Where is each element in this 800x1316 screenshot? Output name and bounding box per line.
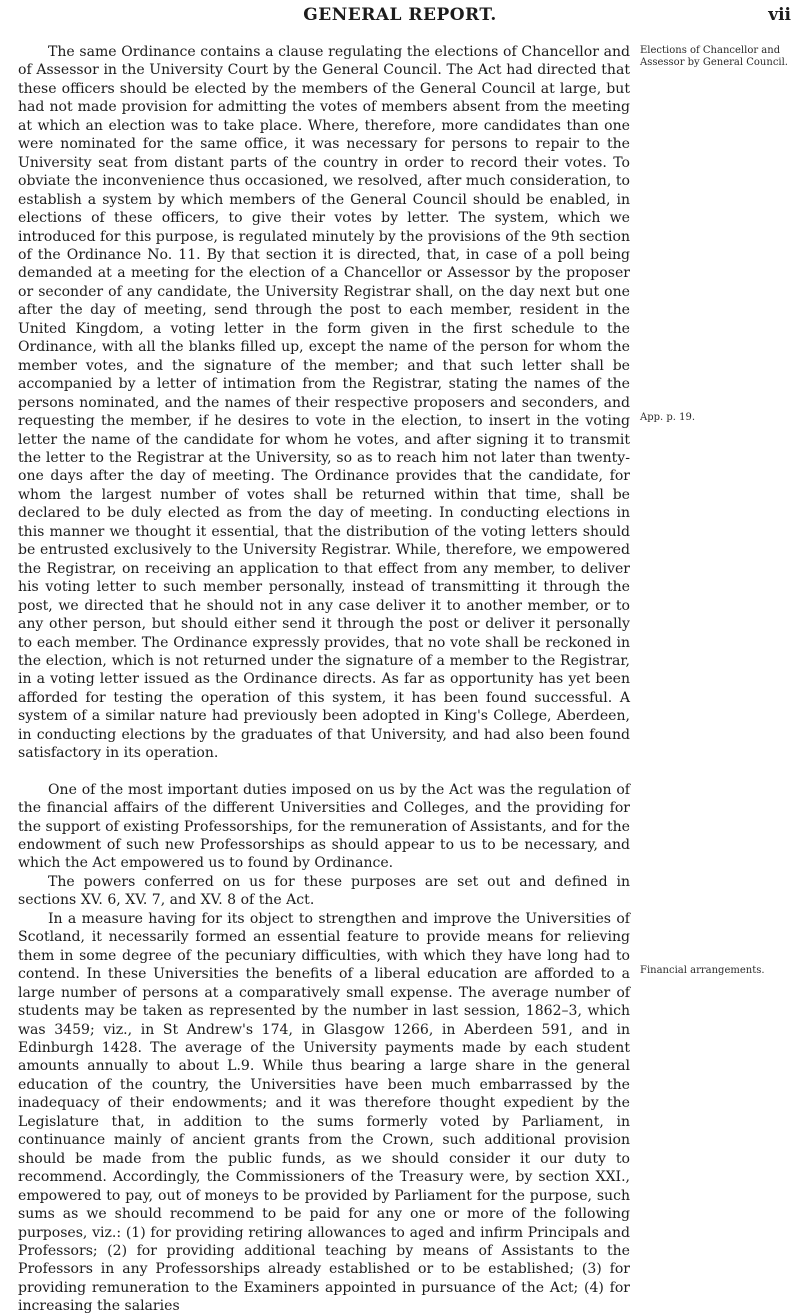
margin-note-financial: Financial arrangements. [640, 965, 765, 976]
margin-note-appendix-ref: App. p. 19. [640, 412, 696, 423]
margin-note-elections: Elections of Chancellor and Assessor by General Council. [640, 45, 788, 68]
page-title: GENERAL REPORT. [303, 5, 497, 25]
paragraph-voting-letters: The same Ordinance contains a clause regulating the elections of Chancellor and of Assessor in the University Court by the General Council. The Act had directed that these officers should be elected by the members of the General Council at large, but had not made provision for admitting the votes of members absent from the meeting at which an election was to take place. Where, therefore, more candidates than one were nominated for the same office, it was necessary for persons to repair to the University seat from distant parts of the country in order to record their votes. To obviate the inconvenience thus occasioned, we resolved, after much consideration, to establish a system by which members of the General Council should be enabled, in elections of these officers, to give their votes by letter. The system, which we introduced for this purpose, is regulated minutely by the provisions of the 9th section of the Ordinance No. 11. By that section it is directed, that, in case of a poll being demanded at a meeting for the election of a Chancellor or Assessor by the proposer or seconder of any candidate, the University Registrar shall, on the day next but one after the day of meeting, send through the post to each member, resident in the United Kingdom, a voting letter in the form given in the first schedule to the Ordinance, with all the blanks filled up, except the name of the person for whom the member votes, and the signature of the member; and that such letter shall be accompanied by a letter of intimation from the Registrar, stating the names of the persons nominated, and the names of their respective proposers and seconders, and requesting the member, if he desires to vote in the election, to insert in the voting letter the name of the candidate for whom he votes, and after signing it to transmit the letter to the Registrar at the University, so as to reach him not later than twenty-one days after the day of meeting. The Ordinance provides that the candidate, for whom the largest number of votes shall be returned within that time, shall be declared to be duly elected as from the day of meeting. In conducting elections in this manner we thought it essential, that the distribution of the voting letters should be entrusted exclusively to the University Registrar. While, therefore, we empowered the Registrar, on receiving an application to that effect from any member, to deliver his voting letter to such member personally, instead of transmitting it through the post, we directed that he should not in any case deliver it to another member, or to any other person, but should either send it through the post or deliver it personally to each member. The Ordinance expressly provides, that no vote shall be reckoned in the election, which is not returned under the signature of a member to the Registrar, in a voting letter issued as the Ordinance directs. As far as opportunity has yet been afforded for testing the operation of this system, it has been found successful. A system of a similar nature had previously been adopted in King's College, Aberdeen, in conducting elections by the graduates of that University, and had also been found satisfactory in its operation. [18, 44, 630, 762]
running-head [0, 5, 800, 35]
body-text [18, 43, 630, 1316]
page-number: vii [768, 5, 791, 25]
paragraph-university-funds: In a measure having for its object to strengthen and improve the Universities of Scotland, it necessarily formed an essential feature to provide means for relieving them in some degree of the pecuniary difficulties, with which they have long had to contend. In these Universities the benefits of a liberal education are afforded to a large number of persons at a comparatively small expense. The average number of students may be taken as represented by the number in last session, 1862–3, which was 3459; viz., in St Andrew's 174, in Glasgow 1266, in Aberdeen 591, and in Edinburgh 1428. The average of the University payments made by each student amounts annually to about L.9. While thus bearing a large share in the general education of the country, the Universities have been much embarrassed by the inadequacy of their endowments; and it was therefore thought expedient by the Legislature that, in addition to the sums formerly voted by Parliament, in continuance mainly of ancient grants from the Crown, such additional provision should be made from the public funds, as we should consider it our duty to recommend. Accordingly, the Commissioners of the Treasury were, by section XXI., empowered to pay, out of moneys to be provided by Parliament for the purpose, such sums as we should recommend to be paid for any one or more of the following purposes, viz.: (1) for providing retiring allowances to aged and infirm Principals and Professors; (2) for providing additional teaching by means of Assistants to the Professors in any Professorships already established or to be established; (3) for providing remuneration to the Examiners appointed in pursuance of the Act; (4) for increasing the salaries [18, 910, 630, 1315]
paragraph-financial-duties: One of the most important duties imposed on us by the Act was the regulation of the financial affairs of the different Universities and Colleges, and the providing for the support of existing Professorships, for the remuneration of Assistants, and for the endowment of such new Professorships as should appear to us to be necessary, and which the Act empowered us to found by Ordinance. [18, 781, 630, 872]
paragraph-powers: The powers conferred on us for these purposes are set out and defined in sections XV. 6, XV. 7, and XV. 8 of the Act. [18, 873, 630, 909]
